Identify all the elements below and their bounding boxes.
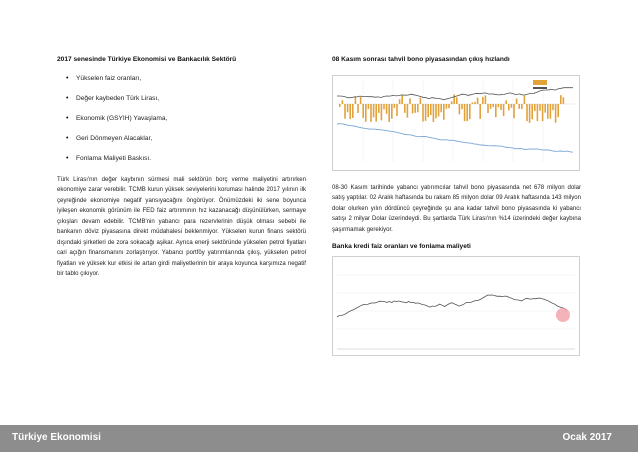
footer-title: Türkiye Ekonomisi	[12, 432, 101, 443]
chart-bar	[365, 104, 367, 122]
chart-bar	[396, 104, 398, 116]
chart-bar	[474, 102, 476, 104]
chart-bar	[555, 104, 557, 123]
chart-bar	[373, 104, 375, 117]
chart-bar	[383, 104, 385, 109]
chart-bar	[404, 104, 406, 113]
chart-bar	[417, 104, 419, 112]
chart-bar	[513, 104, 515, 118]
chart-bar	[464, 104, 466, 121]
bond-outflow-heading: 08 Kasım sonrası tahvil bono piyasasından çıkış hızlandı	[332, 56, 510, 63]
chart-bar	[409, 98, 411, 104]
chart-bar	[472, 102, 474, 104]
chart-bar	[487, 104, 489, 113]
chart-bar	[516, 99, 518, 104]
chart-line-series	[337, 295, 567, 317]
bullet-item: • Geri Dönmeyen Alacaklar,	[57, 135, 306, 155]
chart-bar	[495, 104, 497, 117]
chart-bar	[503, 104, 505, 116]
left-paragraph: Türk Lirası'nın değer kaybının sürmesi mali sektörün borç verme maliyetini artırırken ekonomiye zarar verebilir. TCMB kurun yüksek seviyelerini koruması halinde 2017 yılının ilk çeyreğinde ekonomiye negatif yansıyacağını öngörüyor. Önümüzdeki iki sene boyunca iyileşen ekonomik görünüm ile FED faiz artırımının hız kazanacağı düşünülürken, sermaye çıkışları devam edebilir. TCMB'nin yabancı para rezervlerinin düşük olması sebebi ile bankanın döviz piyasasına direkt müdahalesi beklenmiyor. Yükselen kurun finans sektörü dışındaki şirketleri de zora sokacağı aşikar. Ayrıca enerji sektöründe yükselen petrol fiyatları cari açığın finansmanını zorlaştırıyor. Yabancı portföy yatırımlarında çıkış, yükselen petrol fiyatları ve yüksek kur etkisi ile artan girdi maliyetlerinin bir araya koyunca karşımıza negatif bir tablo çıkıyor.	[57, 177, 306, 278]
right-column	[332, 56, 581, 356]
chart-bar	[339, 104, 341, 107]
chart-bar	[542, 104, 544, 121]
chart-bar	[531, 104, 533, 119]
left-column	[57, 56, 306, 280]
chart-bar	[453, 95, 455, 104]
chart-line-series	[337, 124, 573, 152]
chart-bar	[446, 104, 448, 109]
chart-bar	[552, 104, 554, 110]
footer-bar	[0, 425, 638, 452]
chart-bar	[469, 104, 471, 119]
chart-bar	[362, 104, 364, 118]
chart-bar	[414, 104, 416, 113]
chart-bar	[375, 104, 377, 122]
bond-flow-chart-svg	[333, 76, 579, 170]
bullet-item: • Değer kaybeden Türk Lirası,	[57, 95, 306, 115]
chart-bar	[412, 104, 414, 113]
chart-legend-swatch	[533, 80, 547, 85]
chart-bar	[563, 97, 565, 104]
risk-bullet-list	[57, 75, 306, 175]
chart-bar	[420, 98, 422, 104]
chart-bar	[477, 98, 479, 104]
chart-bar	[360, 97, 362, 104]
chart-legend-swatch	[533, 87, 547, 89]
chart-bar	[451, 101, 453, 104]
bond-flow-chart-image	[332, 75, 580, 171]
chart-bar	[430, 104, 432, 115]
chart-bar	[459, 104, 461, 114]
chart-bar	[557, 104, 559, 117]
chart-bar	[425, 104, 427, 121]
chart-bar	[466, 104, 468, 121]
chart-bar	[505, 100, 507, 104]
loan-rate-heading: Banka kredi faiz oranları ve fonlama maliyeti	[332, 243, 471, 251]
chart-bar	[344, 104, 346, 119]
chart-bar	[560, 95, 562, 104]
chart-bar	[435, 104, 437, 118]
chart-bar	[349, 104, 351, 119]
chart-bar	[500, 104, 502, 110]
chart-bar	[485, 95, 487, 104]
chart-bar	[521, 104, 523, 109]
bullet-item: • Yükselen faiz oranları,	[57, 75, 306, 95]
chart-bar	[347, 104, 349, 112]
chart-bar	[490, 104, 492, 109]
chart-highlight-circle	[556, 308, 570, 322]
chart-bar	[508, 104, 510, 110]
chart-bar	[539, 104, 541, 111]
bullet-item: • Ekonomik (GSYIH) Yavaşlama,	[57, 115, 306, 135]
chart-bar	[479, 104, 481, 119]
loan-rate-chart-image	[332, 256, 580, 356]
chart-bar	[433, 104, 435, 122]
chart-bar	[529, 104, 531, 123]
chart-bar	[498, 104, 500, 107]
chart-bar	[438, 104, 440, 116]
chart-bar	[394, 104, 396, 108]
bullet-item: • Fonlama Maliyeti Baskısı.	[57, 155, 306, 175]
bond-paragraph: 08-30 Kasım tarihinde yabancı yatırımcılar tahvil bono piyasasında net 678 milyon dolar satış yaptılar. 02 Aralık haftasında bu rakam 85 milyon dolar 09 Aralık haftasında 143 milyon dolar olurken yılın dördüncü çeyreğinde şu ana kadar tahvil bono piyasasında ki yabancı satışı 2 milyar Dolar üzerindeydi. Bu şartlarda Türk Lirası'nın %14 üzerindeki değer kaybına şaşırmamak gerekiyor.	[332, 185, 581, 233]
chart-bar	[427, 104, 429, 117]
chart-bar	[448, 104, 450, 108]
chart-bar	[440, 104, 442, 112]
chart-bar	[357, 104, 359, 113]
left-heading: 2017 senesinde Türkiye Ekonomisi ve Bankacılık Sektörü	[57, 56, 237, 63]
chart-bar	[368, 104, 370, 109]
chart-bar	[342, 100, 344, 104]
chart-bar	[461, 104, 463, 109]
chart-bar	[544, 104, 546, 113]
chart-bar	[524, 95, 526, 104]
chart-bar	[534, 104, 536, 111]
chart-bar	[511, 104, 513, 108]
footer-date: Ocak 2017	[562, 432, 612, 443]
chart-bar	[401, 95, 403, 104]
chart-bar	[526, 104, 528, 121]
chart-bar	[492, 104, 494, 107]
chart-bar	[370, 104, 372, 122]
chart-bar	[422, 104, 424, 122]
chart-bar	[386, 104, 388, 114]
chart-bar	[518, 104, 520, 109]
loan-rate-chart-svg	[333, 257, 579, 355]
chart-bar	[378, 104, 380, 113]
chart-bar	[456, 97, 458, 104]
chart-bar	[391, 104, 393, 119]
chart-bar	[352, 104, 354, 118]
chart-bar	[388, 104, 390, 122]
chart-bar	[482, 97, 484, 104]
chart-bar	[443, 104, 445, 120]
chart-bar	[407, 104, 409, 118]
chart-bar	[547, 104, 549, 119]
chart-bar	[550, 104, 552, 119]
chart-bar	[399, 99, 401, 104]
chart-bar	[381, 104, 383, 120]
chart-bar	[537, 104, 539, 121]
